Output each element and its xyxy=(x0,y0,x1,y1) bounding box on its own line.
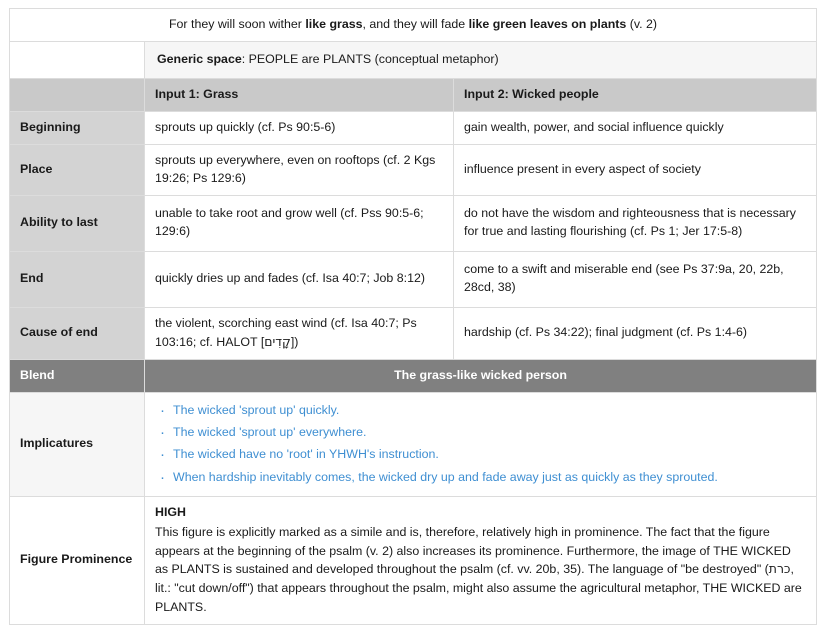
cell-end-input1: quickly dries up and fades (cf. Isa 40:7; Job 8:12) xyxy=(145,251,454,307)
figure-prominence-cell xyxy=(145,496,817,624)
verse-bold-leaves: like green leaves on plants xyxy=(468,17,627,31)
blend-label: Blend xyxy=(10,359,145,392)
cell-ability-input1: unable to take root and grow well (cf. Pss 90:5-6; 129:6) xyxy=(145,195,454,251)
table-row-verse xyxy=(10,9,817,42)
cell-cause-input1 xyxy=(145,307,454,359)
row-label-end: End xyxy=(10,251,145,307)
cause-input1-pre: the violent, scorching east wind (cf. Isa 40:7; Ps 103:16; cf. HALOT [ xyxy=(155,315,417,349)
generic-space-text: : PEOPLE are PLANTS (conceptual metaphor) xyxy=(241,51,499,66)
list-item: · The wicked 'sprout up' quickly. xyxy=(173,400,806,422)
cell-place-input2: influence present in every aspect of society xyxy=(454,144,817,195)
column-header-input1: Input 1: Grass xyxy=(145,78,454,111)
row-label-cause-of-end: Cause of end xyxy=(10,307,145,359)
cell-ability-input2: do not have the wisdom and righteousness that is necessary for true and lasting flourishing (cf. Ps 1; Jer 17:5-8) xyxy=(454,195,817,251)
column-header-input2: Input 2: Wicked people xyxy=(454,78,817,111)
cause-input1-hebrew: קָדִים xyxy=(264,333,291,349)
verse-prefix: For they will soon wither xyxy=(168,17,306,31)
table-row-implicatures xyxy=(10,392,817,496)
table-row-generic-space xyxy=(10,41,817,78)
cell-end-input2: come to a swift and miserable end (see Ps 37:9a, 20, 22b, 28cd, 38) xyxy=(454,251,817,307)
table-row xyxy=(10,111,817,144)
spacer-cell-inputs xyxy=(10,78,145,111)
table-row-blend xyxy=(10,359,817,392)
cell-cause-input2: hardship (cf. Ps 34:22); final judgment (cf. Ps 1:4-6) xyxy=(454,307,817,359)
blend-title: The grass-like wicked person xyxy=(145,359,817,392)
table-row xyxy=(10,251,817,307)
fp-body-pre: This figure is explicitly marked as a simile and is, therefore, relatively high in prominence. The fact that the figure appears at the beginning of the psalm (v. 2) also increases its prominence. Furthermore, the image of THE WICKED as PLANTS is sustained and developed throughout the psalm (cf. vv. 20b, 35). The language of "be destroyed" ( xyxy=(155,524,791,577)
verse-middle: , and they will fade xyxy=(362,17,469,31)
verse-heading-cell xyxy=(10,9,817,42)
spacer-cell-generic xyxy=(10,41,145,78)
generic-space-cell xyxy=(145,41,817,78)
implicatures-label: Implicatures xyxy=(10,392,145,496)
table-row xyxy=(10,144,817,195)
verse-text xyxy=(169,17,657,31)
table-row-input-headers xyxy=(10,78,817,111)
cell-beginning-input1: sprouts up quickly (cf. Ps 90:5-6) xyxy=(145,111,454,144)
cause-input1-post: ]) xyxy=(290,334,299,349)
row-label-ability-to-last: Ability to last xyxy=(10,195,145,251)
fp-body-hebrew: כרת xyxy=(768,561,791,577)
verse-bold-grass: like grass xyxy=(305,17,363,31)
figure-prominence-label: Figure Prominence xyxy=(10,496,145,624)
table-row-figure-prominence xyxy=(10,496,817,624)
cell-beginning-input2: gain wealth, power, and social influence quickly xyxy=(454,111,817,144)
implicatures-cell xyxy=(145,392,817,496)
implicatures-list xyxy=(155,400,806,489)
figure-prominence-rating: HIGH xyxy=(155,504,186,519)
table-row xyxy=(10,307,817,359)
row-label-beginning: Beginning xyxy=(10,111,145,144)
fp-body-post: , lit.: "cut down/off") that appears throughout the psalm, might also assume the agricultural metaphor, THE WICKED are PLANTS. xyxy=(155,562,802,615)
list-item: · The wicked have no 'root' in YHWH's instruction. xyxy=(173,444,806,466)
figure-prominence-body xyxy=(155,523,806,617)
list-item: · When hardship inevitably comes, the wicked dry up and fade away just as quickly as they sprouted. xyxy=(173,467,806,489)
verse-suffix: (v. 2) xyxy=(626,17,658,31)
list-item: · The wicked 'sprout up' everywhere. xyxy=(173,422,806,444)
row-label-place: Place xyxy=(10,144,145,195)
generic-space-label: Generic space xyxy=(157,51,242,66)
table-row xyxy=(10,195,817,251)
cell-place-input1: sprouts up everywhere, even on rooftops (cf. 2 Kgs 19:26; Ps 129:6) xyxy=(145,144,454,195)
conceptual-blend-table xyxy=(9,8,817,625)
